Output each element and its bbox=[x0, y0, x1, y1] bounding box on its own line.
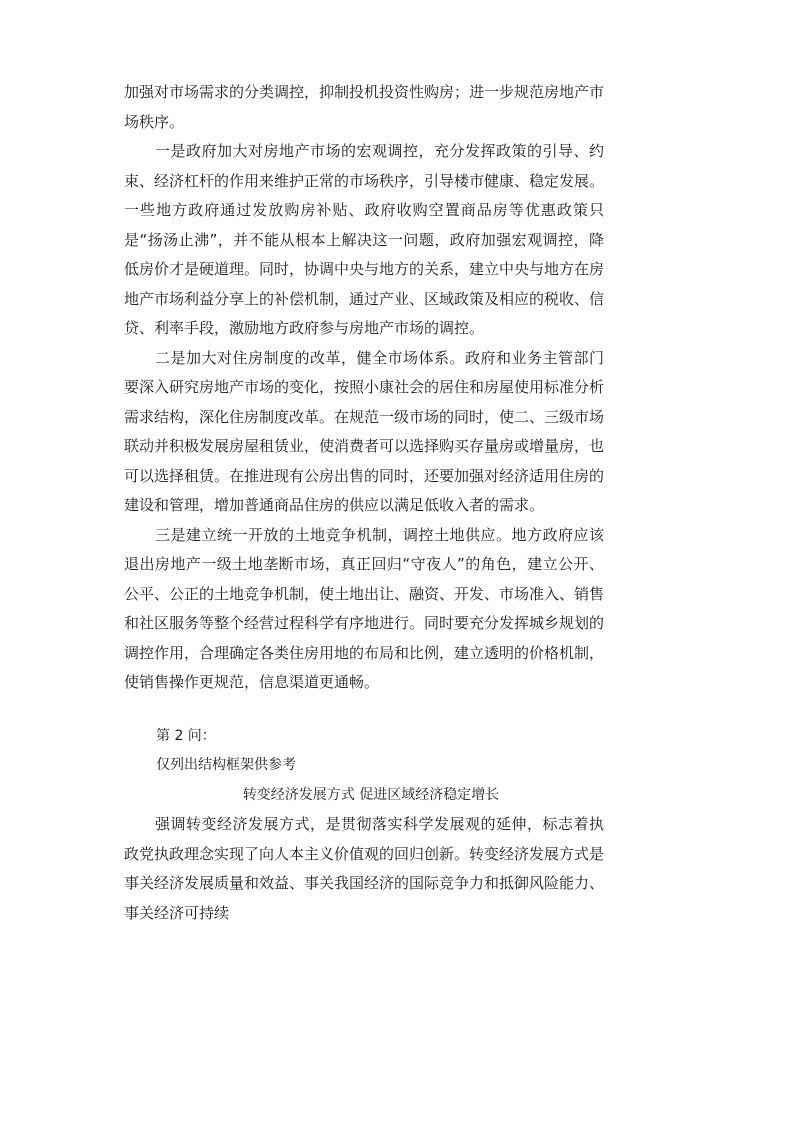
essay-title: 转变经济发展方式 促进区域经济稳定增长 bbox=[242, 786, 500, 803]
paragraph-macro-control: 一是政府加大对房地产市场的宏观调控，充分发挥政策的引导、约束、经济杠杆的作用来维护正常的市场秩序，引导楼市健康、稳定发展。一些地方政府通过发放购房补贴、政府收购空置商品房等优惠政策只是“扬汤止沸”，并不能从根本上解决这一问题，政府加强宏观调控，降低房价才是硬道理。同时，协调中央与地方的关系，建立中央与地方在房地产市场利益分享上的补偿机制，通过产业、区域政策及相应的税收、信贷、利率手段，激励地方政府参与房地产市场的调控。 bbox=[124, 142, 605, 337]
section-spacer bbox=[124, 698, 604, 722]
framework-note: 仅列出结构框架供参考 bbox=[156, 757, 296, 773]
paragraph-housing-reform: 二是加大对住房制度的改革，健全市场体系。政府和业务主管部门要深入研究房地产市场的变化，按照小康社会的居住和房屋使用标准分析需求结构，深化住房制度改革。在规范一级市场的同时，使二、三级市场联动并积极发展房屋租赁业，使消费者可以选择购买存量房或增量房，也可以选择租赁。在推进现有公房出售的同时，还要加强对经济适用住房的建设和管理，增加普通商品住房的供应以满足低收入者的需求。 bbox=[124, 348, 605, 514]
paragraph-essay-intro: 强调转变经济发展方式，是贯彻落实科学发展观的延伸，标志着执政党执政理念实现了向人本主义价值观的回归创新。转变经济发展方式是事关经济发展质量和效益、事关我国经济的国际竞争力和抵御风险能力、事关经济可持续 bbox=[124, 815, 605, 922]
paragraph-continuation: 加强对市场需求的分类调控，抑制投机投资性购房；进一步规范房地产市场秩序。 bbox=[124, 83, 605, 131]
paragraph-land-competition: 三是建立统一开放的土地竞争机制，调控土地供应。地方政府应该退出房地产一级土地垄断市场，真正回归“守夜人”的角色，建立公开、公平、公正的土地竞争机制，使土地出让、融资、开发、市场准入、销售和社区服务等整个经营过程科学有序地进行。同时要充分发挥城乡规划的调控作用，合理确定各类住房用地的布局和比例，建立透明的价格机制，使销售操作更规范，信息渠道更通畅。 bbox=[124, 525, 605, 691]
question-label: 第 2 问： bbox=[156, 727, 216, 744]
document-page bbox=[124, 78, 604, 928]
